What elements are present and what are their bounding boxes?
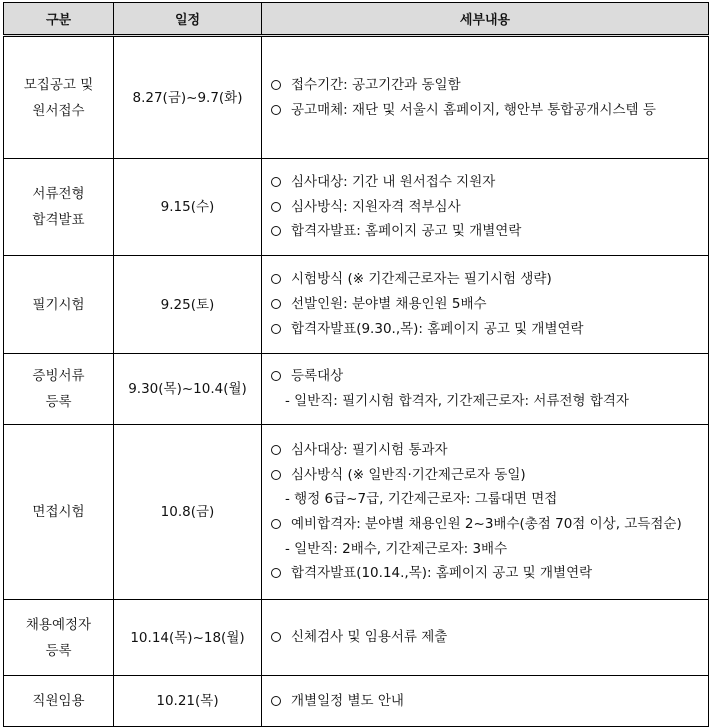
detail-item [271,625,708,650]
detail-text: 접수기간: 공고기간과 동일함 [291,76,461,93]
detail-text: - 일반직: 필기시험 합격자, 기간제근로자: 서류전형 합격자 [285,393,629,409]
detail-item [271,364,708,389]
details-cell [262,36,709,159]
circle-bullet-icon [271,568,281,578]
circle-bullet-icon [271,299,281,309]
header-details: 세부내용 [262,3,709,36]
category-label: 원서접수 [32,102,85,119]
category-label: 증빙서류 [32,368,85,384]
detail-text: 심사대상: 필기시험 통과자 [291,441,448,458]
schedule-date-cell: 10.8(금) [114,425,262,600]
detail-text: - 일반직: 2배수, 기간제근로자: 3배수 [285,540,508,557]
details-cell [262,354,709,425]
table-row [4,600,709,676]
table-row [4,256,709,354]
table-row [4,159,709,256]
schedule-date-cell: 9.30(목)~10.4(월) [114,354,262,425]
detail-item [271,219,708,244]
detail-text: 합격자발표(10.14.,목): 홈페이지 공고 및 개별연락 [291,565,593,582]
detail-sub-item [271,487,708,512]
detail-text: 심사방식: 지원자격 적부심사 [291,198,461,215]
circle-bullet-icon [271,470,281,480]
detail-item [271,317,708,342]
detail-text: 합격자발표: 홈페이지 공고 및 개별연락 [291,223,522,240]
detail-item [271,267,708,292]
category-cell [4,159,114,256]
category-label: 직원임용 [32,693,85,709]
details-cell [262,600,709,676]
detail-sub-item [271,537,708,562]
detail-item [271,195,708,220]
category-label: 합격발표 [32,212,85,228]
category-cell [4,36,114,159]
circle-bullet-icon [271,202,281,212]
circle-bullet-icon [271,177,281,187]
category-cell [4,256,114,354]
category-label: 등록 [45,642,72,659]
detail-item [271,463,708,488]
header-schedule: 일정 [114,3,262,36]
category-cell [4,676,114,727]
circle-bullet-icon [271,371,281,381]
detail-text: 예비합격자: 분야별 채용인원 2~3배수(총점 70점 이상, 고득점순) [291,516,682,532]
schedule-date-cell: 9.15(수) [114,159,262,256]
header-category: 구분 [4,3,114,36]
category-label: 등록 [45,394,72,410]
table-row [4,36,709,159]
circle-bullet-icon [271,519,281,529]
circle-bullet-icon [271,632,281,642]
category-label: 면접시험 [32,504,85,520]
table-row [4,354,709,425]
category-cell [4,425,114,600]
category-cell [4,600,114,676]
circle-bullet-icon [271,80,281,90]
detail-text: 선발인원: 분야별 채용인원 5배수 [291,296,487,313]
detail-text: 공고매체: 재단 및 서울시 홈페이지, 행안부 통합공개시스템 등 [291,101,656,118]
circle-bullet-icon [271,226,281,236]
details-cell [262,159,709,256]
detail-sub-item [271,389,708,414]
detail-item [271,170,708,195]
schedule-date-cell: 9.25(토) [114,256,262,354]
detail-item [271,73,708,98]
detail-text: 심사방식 (※ 일반직·기간제근로자 동일) [291,466,526,483]
circle-bullet-icon [271,696,281,706]
circle-bullet-icon [271,445,281,455]
detail-text: 심사대상: 기간 내 원서접수 지원자 [291,173,496,190]
detail-text: 합격자발표(9.30.,목): 홈페이지 공고 및 개별연락 [291,320,584,337]
schedule-date-cell: 10.21(목) [114,676,262,727]
detail-item [271,512,708,537]
details-cell [262,425,709,600]
category-label: 모집공고 및 [23,76,94,93]
detail-text: 개별일정 별도 안내 [291,692,404,709]
detail-item [271,292,708,317]
detail-item [271,689,708,714]
category-label: 서류전형 [32,186,85,202]
table-row [4,425,709,600]
circle-bullet-icon [271,274,281,284]
detail-text: - 행정 6급~7급, 기간제근로자: 그룹대면 면접 [285,491,558,508]
detail-item [271,98,708,123]
schedule-date-cell: 10.14(목)~18(월) [114,600,262,676]
category-label: 필기시험 [32,296,85,313]
details-cell [262,256,709,354]
detail-text: 시험방식 (※ 기간제근로자는 필기시험 생략) [291,271,552,288]
table-header-row [4,3,709,36]
circle-bullet-icon [271,324,281,334]
details-cell [262,676,709,727]
detail-text: 등록대상 [291,368,344,385]
table-row [4,676,709,727]
detail-item [271,438,708,463]
detail-text: 신체검사 및 임용서류 제출 [291,629,448,646]
circle-bullet-icon [271,105,281,115]
schedule-table [3,2,709,727]
category-cell [4,354,114,425]
category-label: 채용예정자 [25,616,92,633]
schedule-date-cell: 8.27(금)~9.7(화) [114,36,262,159]
detail-item [271,561,708,586]
